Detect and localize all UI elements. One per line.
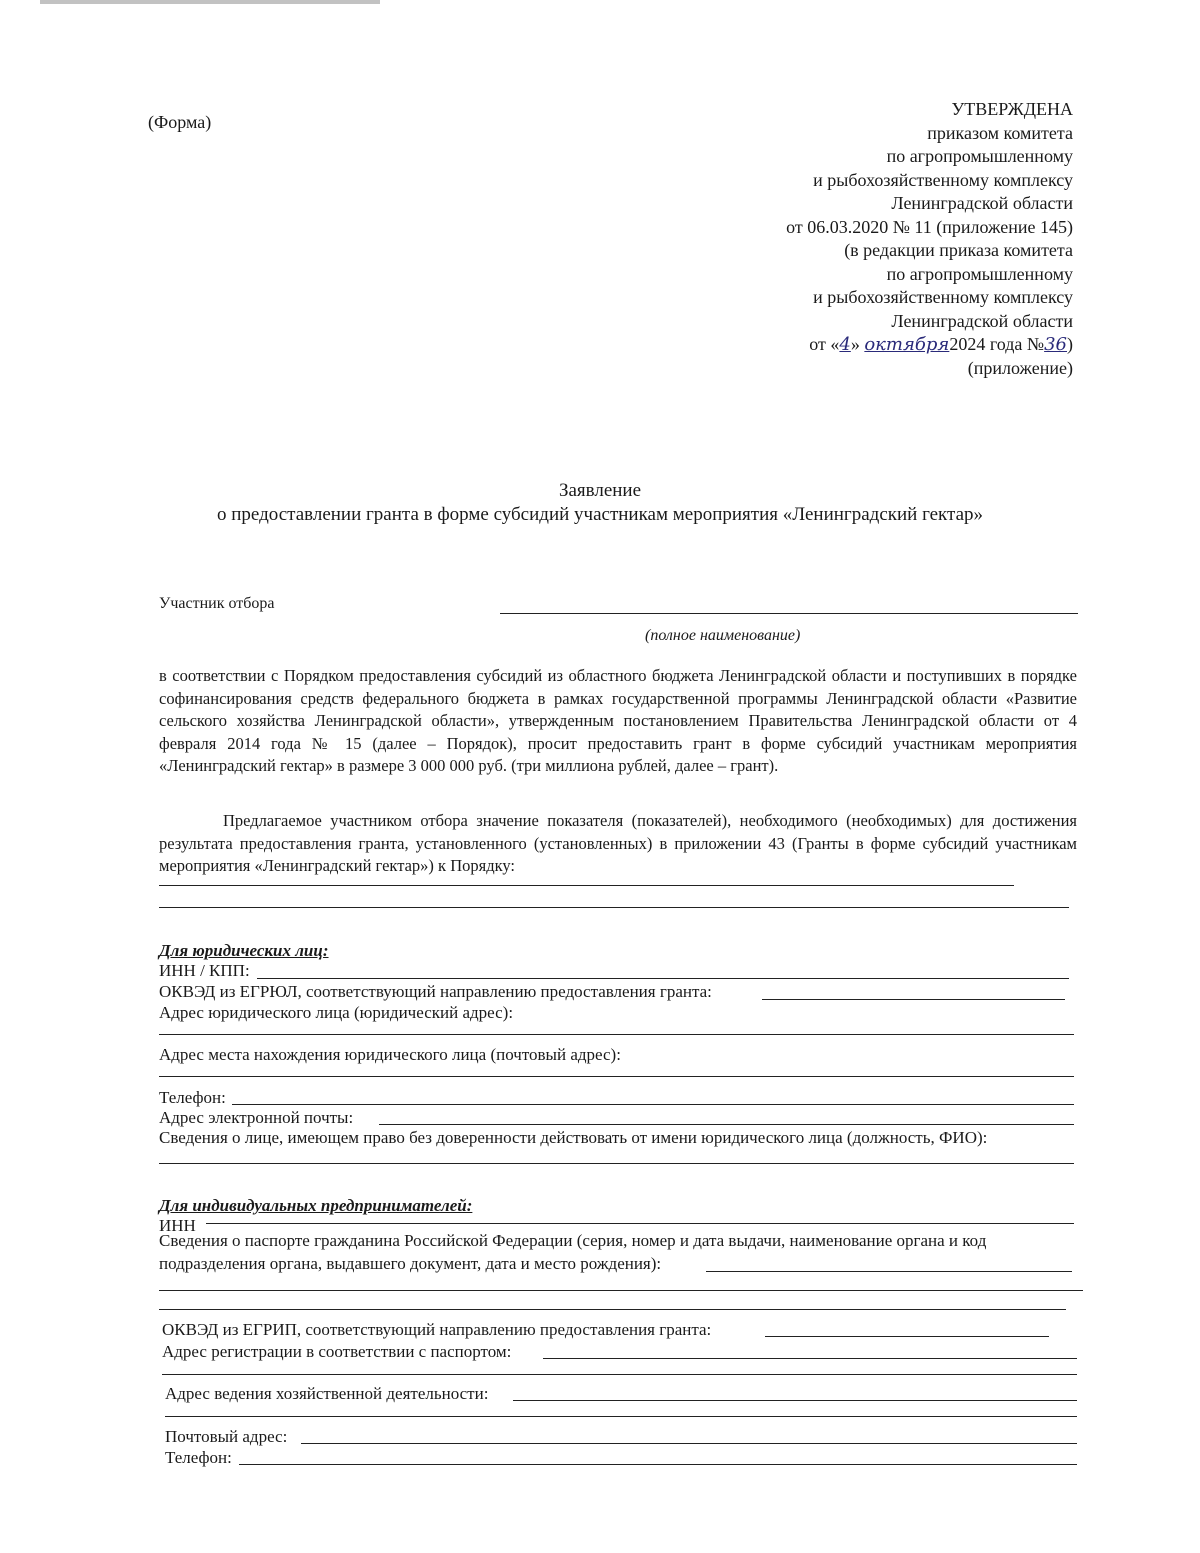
- entrepreneur-passport-field-line[interactable]: [159, 1290, 1083, 1291]
- approval-block: [786, 98, 1073, 380]
- date-mid: »: [850, 334, 860, 354]
- legal-inn-kpp-field[interactable]: [257, 978, 1069, 979]
- entrepreneur-phone-label: Телефон:: [165, 1448, 232, 1467]
- legal-phone-field[interactable]: [232, 1104, 1074, 1105]
- legal-inn-kpp-label: ИНН / КПП:: [159, 961, 250, 980]
- legal-address-field[interactable]: [159, 1034, 1074, 1035]
- date-suffix: ): [1067, 334, 1073, 354]
- approval-line: Ленинградской области: [891, 310, 1073, 331]
- approval-line: Ленинградской области: [891, 193, 1073, 213]
- entrepreneur-passport-label-line1: Сведения о паспорте гражданина Российской Федерации (серия, номер и дата выдачи, наименование органа и код: [159, 1231, 987, 1250]
- entrepreneur-registration-field[interactable]: [543, 1358, 1077, 1359]
- legal-representative-field[interactable]: [159, 1163, 1074, 1164]
- entrepreneur-passport-field-line[interactable]: [159, 1309, 1066, 1310]
- approval-line: и рыбохозяйственному комплексу: [813, 169, 1073, 190]
- entrepreneur-okved-field[interactable]: [765, 1336, 1049, 1337]
- entrepreneur-postal-address-label: Почтовый адрес:: [165, 1427, 288, 1446]
- date-year: 2024 года №: [949, 334, 1045, 354]
- entrepreneur-registration-field-line[interactable]: [162, 1374, 1077, 1375]
- legal-representative-label: Сведения о лице, имеющем право без доверенности действовать от имени юридического лица (должность, ФИО):: [159, 1128, 988, 1147]
- legal-postal-address-label: Адрес места нахождения юридического лица (почтовый адрес):: [159, 1045, 621, 1064]
- approval-line: по агропромышленному: [886, 263, 1073, 284]
- entrepreneur-phone-field[interactable]: [239, 1464, 1077, 1465]
- entrepreneur-registration-label: Адрес регистрации в соответствии с паспортом:: [162, 1342, 512, 1361]
- entrepreneur-inn-label: ИНН: [159, 1216, 196, 1235]
- handwritten-number: 36: [1044, 334, 1067, 355]
- legal-address-label: Адрес юридического лица (юридический адрес):: [159, 1003, 514, 1022]
- indicator-field-line[interactable]: [159, 885, 1014, 886]
- legal-email-field[interactable]: [379, 1124, 1074, 1125]
- participant-name-field[interactable]: [500, 613, 1078, 614]
- legal-postal-address-field[interactable]: [159, 1076, 1074, 1077]
- approval-line: и рыбохозяйственному комплексу: [813, 287, 1073, 307]
- entrepreneur-okved-label: ОКВЭД из ЕГРИП, соответствующий направлению предоставления гранта:: [162, 1320, 712, 1339]
- approval-line: по агропромышленному: [886, 146, 1073, 166]
- scan-artifact: [40, 0, 380, 4]
- entrepreneur-passport-field[interactable]: [706, 1271, 1072, 1272]
- entrepreneur-business-address-field[interactable]: [513, 1400, 1077, 1401]
- approval-line: (в редакции приказа комитета: [844, 240, 1073, 260]
- legal-okved-field[interactable]: [762, 999, 1065, 1000]
- approval-appendix: (приложение): [967, 357, 1073, 378]
- entrepreneur-business-address-label: Адрес ведения хозяйственной деятельности:: [165, 1384, 489, 1403]
- legal-okved-label: ОКВЭД из ЕГРЮЛ, соответствующий направлению предоставления гранта:: [159, 982, 712, 1001]
- form-label: (Форма): [148, 112, 212, 132]
- legal-phone-label: Телефон:: [159, 1088, 226, 1107]
- participant-caption: (полное наименование): [645, 627, 801, 644]
- date-prefix: от «: [809, 334, 840, 354]
- legal-section-header: Для юридических лиц:: [159, 941, 329, 960]
- indicator-paragraph: Предлагаемое участником отбора значение показателя (показателей), необходимого (необходимых) для достижения результата предоставления гранта, установленного (установленных) в приложении 43 (Гранты в форме субсидий участникам мероприятия «Ленинградский гектар») к Порядку:: [159, 811, 1077, 875]
- approval-line: приказом комитета: [927, 122, 1073, 143]
- approval-title: УТВЕРЖДЕНА: [951, 99, 1073, 119]
- entrepreneur-passport-label-line2: подразделения органа, выдавшего документ, дата и место рождения):: [159, 1254, 662, 1273]
- indicator-field-line[interactable]: [159, 907, 1069, 908]
- entrepreneur-section-header: Для индивидуальных предпринимателей:: [159, 1196, 473, 1215]
- entrepreneur-business-address-field-line[interactable]: [165, 1416, 1077, 1417]
- handwritten-month: октября: [864, 334, 950, 355]
- entrepreneur-inn-field[interactable]: [206, 1223, 1074, 1224]
- legal-email-label: Адрес электронной почты:: [159, 1108, 354, 1127]
- document-subtitle: о предоставлении гранта в форме субсидий участникам мероприятия «Ленинградский гектар»: [216, 504, 983, 525]
- document-title: Заявление: [558, 480, 642, 501]
- entrepreneur-postal-address-field[interactable]: [301, 1443, 1077, 1444]
- approval-line: от 06.03.2020 № 11 (приложение 145): [786, 216, 1073, 237]
- approval-date-line: [786, 333, 1073, 357]
- body-paragraph: в соответствии с Порядком предоставления субсидий из областного бюджета Ленинградской области и поступивших в порядке софинансирования средств федерального бюджета в рамках государственной программы Ленинградской области «Развитие сельского хозяйства Ленинградской области», утвержденным постановлением Правительства Ленинградской области от 4 февраля 2014 года № 15 (далее – Порядок), просит предоставить грант в форме субсидий участникам мероприятия «Ленинградский гектар» в размере 3 000 000 руб. (три миллиона рублей, далее – грант).: [159, 666, 1077, 775]
- handwritten-day: 4: [839, 334, 851, 355]
- participant-label: Участник отбора: [159, 595, 275, 612]
